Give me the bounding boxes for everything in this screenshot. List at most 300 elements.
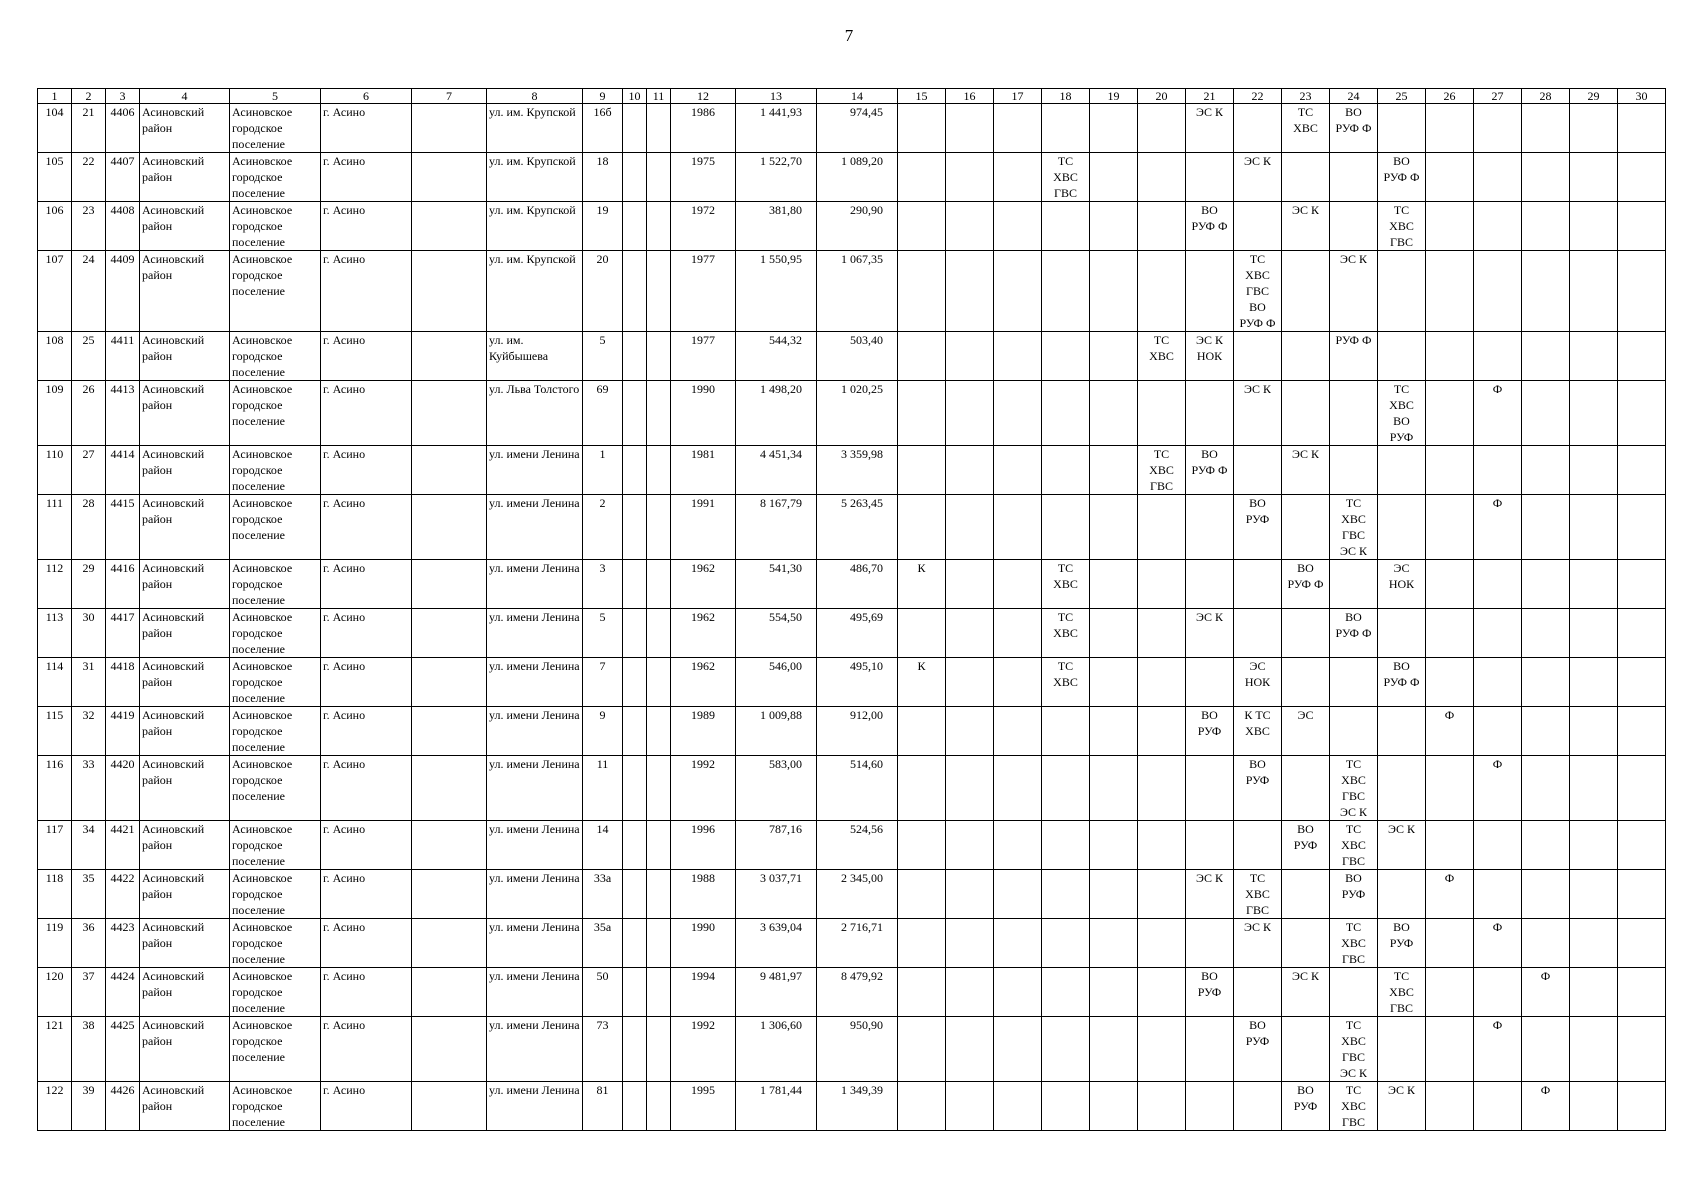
table-cell: 4420 (106, 756, 140, 821)
table-cell (1618, 870, 1666, 919)
table-cell (994, 821, 1042, 870)
table-cell (1234, 332, 1282, 381)
table-cell (1330, 560, 1378, 609)
table-cell (1042, 446, 1090, 495)
table-cell (1234, 609, 1282, 658)
table-cell: 2 345,00 (817, 870, 898, 919)
table-cell (1426, 968, 1474, 1017)
table-cell (1378, 870, 1426, 919)
column-header: 7 (412, 89, 487, 104)
table-cell (946, 251, 994, 332)
table-cell: 39 (72, 1082, 106, 1131)
table-row (38, 1017, 1666, 1082)
table-cell: ВО РУФ Ф (1378, 658, 1426, 707)
table-body (38, 104, 1666, 1131)
table-cell: 1975 (671, 153, 736, 202)
table-cell (1090, 919, 1138, 968)
table-cell: Асиновский район (140, 821, 230, 870)
table-cell: ТС ХВС (1042, 560, 1090, 609)
table-cell: 18 (583, 153, 623, 202)
table-cell: 115 (38, 707, 72, 756)
table-cell: 105 (38, 153, 72, 202)
table-cell (1042, 707, 1090, 756)
table-cell (1474, 251, 1522, 332)
table-cell: ЭС (1282, 707, 1330, 756)
table-cell: 4422 (106, 870, 140, 919)
table-cell: 108 (38, 332, 72, 381)
table-cell: Асиновское городское поселение (230, 1017, 321, 1082)
table-cell (1618, 153, 1666, 202)
table-cell: Асиновское городское поселение (230, 446, 321, 495)
table-cell (994, 968, 1042, 1017)
table-cell: 120 (38, 968, 72, 1017)
table-cell (1522, 495, 1570, 560)
table-cell (412, 707, 487, 756)
table-cell: 122 (38, 1082, 72, 1131)
table-cell: ТС ХВС ГВС (1330, 1082, 1378, 1131)
table-cell (994, 560, 1042, 609)
table-cell (898, 756, 946, 821)
table-cell (1522, 1017, 1570, 1082)
table-cell (1522, 446, 1570, 495)
table-cell: 33а (583, 870, 623, 919)
table-cell: ЭС К (1186, 609, 1234, 658)
table-cell (1090, 332, 1138, 381)
table-cell (623, 658, 647, 707)
table-row (38, 332, 1666, 381)
table-cell: ул. Льва Толстого (487, 381, 583, 446)
table-cell (1378, 756, 1426, 821)
table-cell: 1 009,88 (736, 707, 817, 756)
table-cell: ВО РУФ (1330, 870, 1378, 919)
column-header: 16 (946, 89, 994, 104)
table-cell: 554,50 (736, 609, 817, 658)
table-cell: ТС ХВС ГВС (1378, 968, 1426, 1017)
table-cell (623, 968, 647, 1017)
table-cell (1618, 495, 1666, 560)
table-cell: 1995 (671, 1082, 736, 1131)
table-cell (1474, 1082, 1522, 1131)
table-cell: ЭС К (1186, 104, 1234, 153)
table-cell: 4423 (106, 919, 140, 968)
table-cell: г. Асино (321, 381, 412, 446)
table-cell (1426, 381, 1474, 446)
table-cell: 22 (72, 153, 106, 202)
table-cell (623, 870, 647, 919)
table-cell (1042, 332, 1090, 381)
table-cell (1618, 609, 1666, 658)
table-cell: 1994 (671, 968, 736, 1017)
table-cell: г. Асино (321, 251, 412, 332)
table-cell (1282, 756, 1330, 821)
table-cell: 1 522,70 (736, 153, 817, 202)
table-cell (412, 153, 487, 202)
table-cell: ВО РУФ (1186, 968, 1234, 1017)
table-cell (1618, 1017, 1666, 1082)
table-cell: Ф (1474, 756, 1522, 821)
table-cell (1618, 202, 1666, 251)
table-cell: 4407 (106, 153, 140, 202)
table-cell (1570, 609, 1618, 658)
table-cell (898, 919, 946, 968)
table-cell: 495,69 (817, 609, 898, 658)
table-cell (1474, 104, 1522, 153)
table-cell (1042, 1017, 1090, 1082)
column-header: 9 (583, 89, 623, 104)
table-row (38, 658, 1666, 707)
table-cell (1474, 821, 1522, 870)
table-cell (1426, 1017, 1474, 1082)
table-cell: 69 (583, 381, 623, 446)
table-cell: Асиновский район (140, 707, 230, 756)
table-cell (946, 756, 994, 821)
table-cell (412, 381, 487, 446)
column-header: 29 (1570, 89, 1618, 104)
table-cell (1522, 919, 1570, 968)
table-cell: ул. им. Крупской (487, 202, 583, 251)
table-cell (1426, 658, 1474, 707)
table-cell: 7 (583, 658, 623, 707)
table-cell (647, 658, 671, 707)
table-cell: 20 (583, 251, 623, 332)
table-cell: 4415 (106, 495, 140, 560)
table-cell (1474, 560, 1522, 609)
table-cell (1042, 104, 1090, 153)
table-cell: 114 (38, 658, 72, 707)
table-cell (623, 381, 647, 446)
table-cell (412, 1017, 487, 1082)
table-cell (898, 707, 946, 756)
table-cell: г. Асино (321, 919, 412, 968)
table-cell (412, 560, 487, 609)
table-cell: 381,80 (736, 202, 817, 251)
table-cell: Ф (1474, 495, 1522, 560)
table-cell (1138, 381, 1186, 446)
table-cell: 541,30 (736, 560, 817, 609)
table-cell: Асиновский район (140, 202, 230, 251)
table-cell (1426, 821, 1474, 870)
table-cell (412, 821, 487, 870)
table-cell (898, 104, 946, 153)
table-cell: г. Асино (321, 707, 412, 756)
table-cell (647, 707, 671, 756)
table-cell: 8 167,79 (736, 495, 817, 560)
table-cell: ул. имени Ленина (487, 821, 583, 870)
column-header: 15 (898, 89, 946, 104)
table-cell (1378, 446, 1426, 495)
table-cell (647, 821, 671, 870)
table-cell (946, 446, 994, 495)
table-cell (1090, 968, 1138, 1017)
table-cell (1474, 968, 1522, 1017)
column-header: 26 (1426, 89, 1474, 104)
table-cell (412, 658, 487, 707)
table-cell: Асиновский район (140, 1017, 230, 1082)
table-cell (1618, 446, 1666, 495)
table-cell (994, 153, 1042, 202)
table-cell (1330, 658, 1378, 707)
table-cell (623, 1082, 647, 1131)
table-cell (994, 756, 1042, 821)
table-cell: 1981 (671, 446, 736, 495)
table-cell: Асиновское городское поселение (230, 658, 321, 707)
table-cell (1474, 153, 1522, 202)
table-cell (412, 202, 487, 251)
table-cell (1282, 153, 1330, 202)
table-cell (1570, 446, 1618, 495)
table-cell: ул. имени Ленина (487, 756, 583, 821)
table-cell: 26 (72, 381, 106, 446)
table-cell: ул. имени Ленина (487, 919, 583, 968)
table-cell (647, 251, 671, 332)
table-cell (1234, 968, 1282, 1017)
table-cell (1186, 251, 1234, 332)
table-cell (1522, 251, 1570, 332)
table-cell (412, 446, 487, 495)
table-cell: ул. им. Крупской (487, 153, 583, 202)
table-cell: 1996 (671, 821, 736, 870)
table-cell: Ф (1522, 968, 1570, 1017)
table-cell (946, 560, 994, 609)
table-row (38, 495, 1666, 560)
column-header: 20 (1138, 89, 1186, 104)
table-cell (412, 332, 487, 381)
table-cell: ТС ХВС ГВС (1138, 446, 1186, 495)
table-cell: г. Асино (321, 968, 412, 1017)
table-cell (647, 560, 671, 609)
table-cell: г. Асино (321, 495, 412, 560)
table-cell (1522, 658, 1570, 707)
table-cell: К ТС ХВС (1234, 707, 1282, 756)
table-cell: Асиновский район (140, 446, 230, 495)
table-cell (623, 202, 647, 251)
table-cell: 4424 (106, 968, 140, 1017)
column-header: 5 (230, 89, 321, 104)
table-cell: 110 (38, 446, 72, 495)
table-cell (1042, 821, 1090, 870)
table-cell: 544,32 (736, 332, 817, 381)
table-cell (412, 968, 487, 1017)
table-cell (623, 821, 647, 870)
table-cell (1330, 381, 1378, 446)
column-header: 17 (994, 89, 1042, 104)
table-cell (1234, 202, 1282, 251)
table-cell (1378, 495, 1426, 560)
table-cell (1522, 609, 1570, 658)
table-cell: 14 (583, 821, 623, 870)
table-cell (1042, 495, 1090, 560)
table-cell (1426, 332, 1474, 381)
column-header: 8 (487, 89, 583, 104)
table-cell (1090, 870, 1138, 919)
table-cell (1570, 919, 1618, 968)
table-cell: 4426 (106, 1082, 140, 1131)
table-cell (898, 1017, 946, 1082)
table-cell: 3 037,71 (736, 870, 817, 919)
register-table (37, 88, 1666, 1131)
table-cell (1474, 609, 1522, 658)
table-cell: ул. им. Куйбышева (487, 332, 583, 381)
table-cell: Асиновское городское поселение (230, 821, 321, 870)
table-cell (994, 104, 1042, 153)
table-cell (898, 153, 946, 202)
table-cell: 81 (583, 1082, 623, 1131)
table-cell: ЭС НОК (1234, 658, 1282, 707)
table-cell (1282, 919, 1330, 968)
table-cell: Асиновский район (140, 870, 230, 919)
table-cell: ЭС НОК (1378, 560, 1426, 609)
table-cell: 503,40 (817, 332, 898, 381)
table-cell: г. Асино (321, 202, 412, 251)
table-cell (1570, 707, 1618, 756)
table-cell: 111 (38, 495, 72, 560)
table-cell (1378, 332, 1426, 381)
table-cell (623, 251, 647, 332)
table-cell: 4414 (106, 446, 140, 495)
column-header: 10 (623, 89, 647, 104)
table-cell (647, 968, 671, 1017)
table-cell: г. Асино (321, 821, 412, 870)
table-cell: 1 089,20 (817, 153, 898, 202)
table-cell (1378, 104, 1426, 153)
table-cell: г. Асино (321, 332, 412, 381)
table-cell (1570, 153, 1618, 202)
table-cell: ул. имени Ленина (487, 609, 583, 658)
table-cell (1138, 560, 1186, 609)
table-cell (1426, 1082, 1474, 1131)
table-cell: 1977 (671, 332, 736, 381)
table-cell (1522, 153, 1570, 202)
table-cell (647, 153, 671, 202)
table-cell: ул. имени Ленина (487, 870, 583, 919)
table-cell (647, 756, 671, 821)
table-cell (1090, 153, 1138, 202)
table-cell: 31 (72, 658, 106, 707)
column-header: 30 (1618, 89, 1666, 104)
table-cell: 4411 (106, 332, 140, 381)
table-cell (623, 609, 647, 658)
table-cell: ВО РУФ (1282, 821, 1330, 870)
table-cell: 1 (583, 446, 623, 495)
table-cell: 107 (38, 251, 72, 332)
table-cell: 4416 (106, 560, 140, 609)
table-cell: ул. имени Ленина (487, 446, 583, 495)
table-cell: ВО РУФ Ф (1330, 104, 1378, 153)
table-cell (1570, 1017, 1618, 1082)
table-cell: 1962 (671, 658, 736, 707)
table-cell: Асиновское городское поселение (230, 968, 321, 1017)
table-cell: 117 (38, 821, 72, 870)
table-cell: 1 020,25 (817, 381, 898, 446)
table-cell: 33 (72, 756, 106, 821)
table-cell (1618, 560, 1666, 609)
table-cell: 1989 (671, 707, 736, 756)
table-cell: Асиновское городское поселение (230, 495, 321, 560)
table-cell (1186, 1017, 1234, 1082)
table-cell (1426, 202, 1474, 251)
table-cell (1330, 707, 1378, 756)
table-cell (647, 446, 671, 495)
table-cell: ТС ХВС (1282, 104, 1330, 153)
table-cell (1090, 609, 1138, 658)
table-cell: Асиновское городское поселение (230, 919, 321, 968)
table-cell: Асиновский район (140, 609, 230, 658)
table-cell (1186, 658, 1234, 707)
table-cell (1138, 153, 1186, 202)
table-cell: 290,90 (817, 202, 898, 251)
table-cell: 38 (72, 1017, 106, 1082)
table-cell: 23 (72, 202, 106, 251)
table-cell: ЭС К (1378, 821, 1426, 870)
table-cell: Ф (1522, 1082, 1570, 1131)
table-cell (1570, 756, 1618, 821)
table-cell (1042, 381, 1090, 446)
table-cell (1618, 756, 1666, 821)
table-cell: 486,70 (817, 560, 898, 609)
table-cell: ТС ХВС ГВС ВО РУФ Ф (1234, 251, 1282, 332)
table-cell (1234, 560, 1282, 609)
table-cell (1138, 104, 1186, 153)
table-cell (623, 1017, 647, 1082)
table-cell (1186, 560, 1234, 609)
table-cell (1090, 202, 1138, 251)
table-cell: 9 (583, 707, 623, 756)
table-cell: 974,45 (817, 104, 898, 153)
table-cell (1138, 1082, 1186, 1131)
table-row (38, 707, 1666, 756)
table-cell: 912,00 (817, 707, 898, 756)
table-cell (1138, 821, 1186, 870)
table-cell (1330, 446, 1378, 495)
table-cell: 3 639,04 (736, 919, 817, 968)
table-cell (1090, 658, 1138, 707)
table-cell (1138, 756, 1186, 821)
table-cell (994, 495, 1042, 560)
table-cell: ЭС К (1378, 1082, 1426, 1131)
table-cell: г. Асино (321, 446, 412, 495)
table-cell (412, 251, 487, 332)
column-header: 3 (106, 89, 140, 104)
table-cell: 4417 (106, 609, 140, 658)
table-cell: Асиновский район (140, 381, 230, 446)
table-cell: 4421 (106, 821, 140, 870)
table-cell (946, 104, 994, 153)
table-cell: 1972 (671, 202, 736, 251)
table-cell: Асиновское городское поселение (230, 153, 321, 202)
table-cell: 4413 (106, 381, 140, 446)
table-cell (1426, 495, 1474, 560)
table-row (38, 202, 1666, 251)
table-cell (1570, 821, 1618, 870)
table-cell (1426, 609, 1474, 658)
table-cell (412, 870, 487, 919)
table-cell: Асиновский район (140, 1082, 230, 1131)
table-cell (1282, 870, 1330, 919)
table-cell (1426, 560, 1474, 609)
table-cell (412, 1082, 487, 1131)
table-cell: ул. имени Ленина (487, 707, 583, 756)
table-cell (1618, 919, 1666, 968)
table-cell (946, 658, 994, 707)
table-cell: 950,90 (817, 1017, 898, 1082)
table-cell: 9 481,97 (736, 968, 817, 1017)
table-cell: ул. имени Ленина (487, 1082, 583, 1131)
table-cell (412, 495, 487, 560)
column-header: 21 (1186, 89, 1234, 104)
table-cell (994, 381, 1042, 446)
table-cell: ВО РУФ Ф (1378, 153, 1426, 202)
table-cell: ТС ХВС (1042, 609, 1090, 658)
